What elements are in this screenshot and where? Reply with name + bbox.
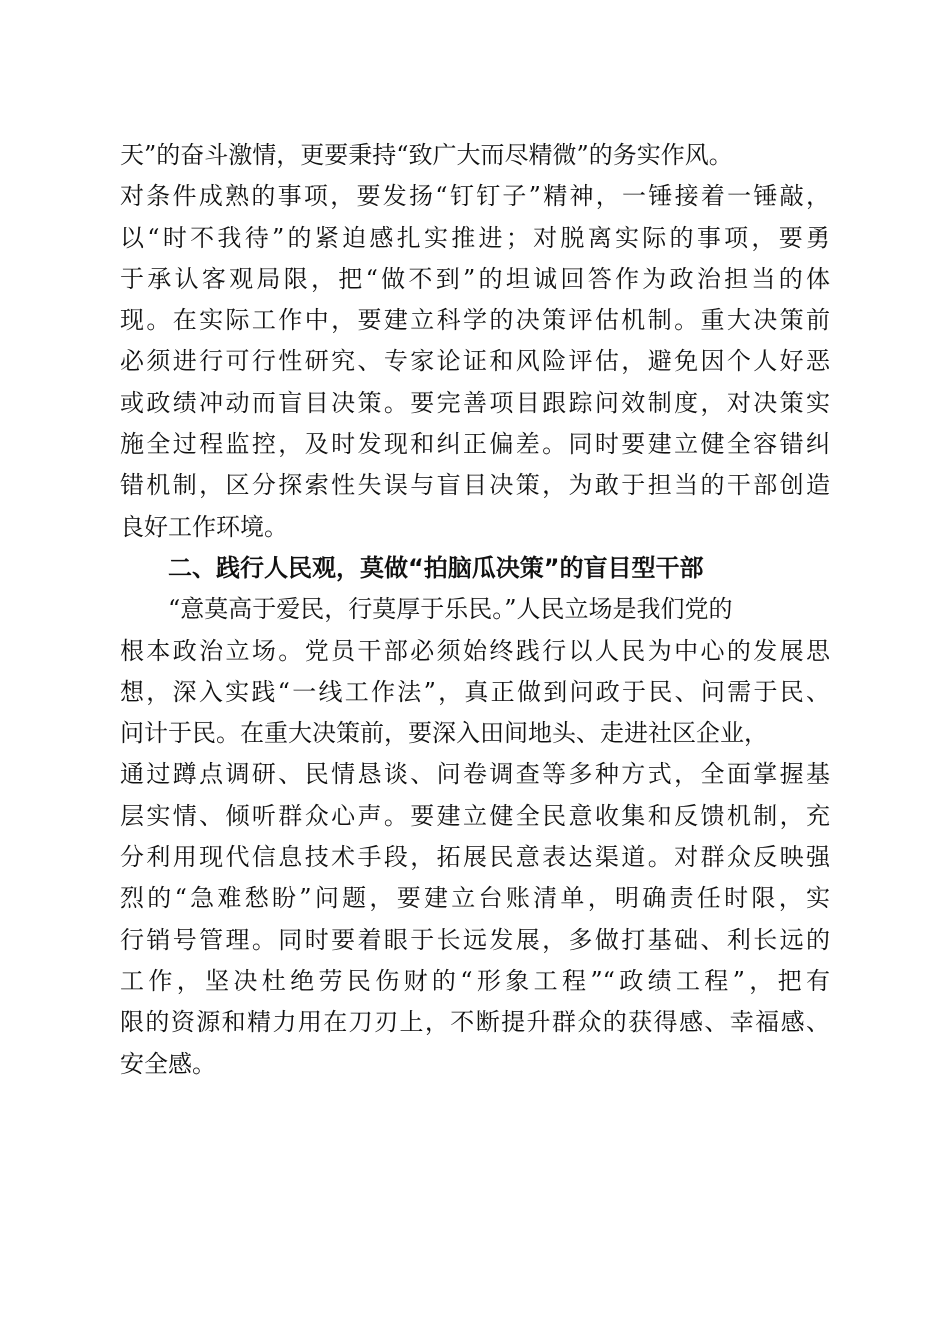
text-line: 必须进行可行性研究、专家论证和风险评估，避免因个人好恶 xyxy=(120,347,830,376)
text-line: 工作，坚决杜绝劳民伤财的“形象工程”“政绩工程”，把有 xyxy=(120,966,830,995)
text-line: 烈的“急难愁盼”问题，要建立台账清单，明确责任时限，实 xyxy=(120,884,830,913)
text-line: 限的资源和精力用在刀刃上，不断提升群众的获得感、幸福感、 xyxy=(120,1008,830,1037)
text-line: 层实情、倾听群众心声。要建立健全民意收集和反馈机制，充 xyxy=(120,801,830,830)
text-line: 对条件成熟的事项，要发扬“钉钉子”精神，一锤接着一锤敲， xyxy=(120,182,830,211)
text-line: “意莫高于爱民，行莫厚于乐民。”人民立场是我们党的 xyxy=(168,595,733,624)
text-line: 根本政治立场。党员干部必须始终践行以人民为中心的发展思 xyxy=(120,636,830,665)
text-line: 分利用现代信息技术手段，拓展民意表达渠道。对群众反映强 xyxy=(120,843,830,872)
text-line: 于承认客观局限，把“做不到”的坦诚回答作为政治担当的体 xyxy=(120,264,830,293)
text-line: 现。在实际工作中，要建立科学的决策评估机制。重大决策前 xyxy=(120,306,830,335)
text-line: 或政绩冲动而盲目决策。要完善项目跟踪问效制度，对决策实 xyxy=(120,388,830,417)
text-line: 行销号管理。同时要着眼于长远发展，多做打基础、利长远的 xyxy=(120,925,830,954)
text-line: 通过蹲点调研、民情恳谈、问卷调查等多种方式，全面掌握基 xyxy=(120,760,830,789)
document-body xyxy=(120,135,830,1085)
section-heading: 二、践行人民观，莫做“拍脑瓜决策”的盲目型干部 xyxy=(168,553,704,582)
text-line: 错机制，区分探索性失误与盲目决策，为敢于担当的干部创造 xyxy=(120,471,830,500)
text-line: 施全过程监控，及时发现和纠正偏差。同时要建立健全容错纠 xyxy=(120,430,830,459)
text-line: 想，深入实践“一线工作法”，真正做到问政于民、问需于民、 xyxy=(120,677,830,706)
paragraph-people-centered xyxy=(120,589,830,1085)
text-line: 天”的奋斗激情，更要秉持“致广大而尽精微”的务实作风。 xyxy=(120,141,733,169)
text-line: 以“时不我待”的紧迫感扎实推进；对脱离实际的事项，要勇 xyxy=(120,223,830,252)
text-line: 安全感。 xyxy=(120,1049,216,1078)
text-line: 问计于民。在重大决策前，要深入田间地头、走进社区企业， xyxy=(120,719,768,748)
paragraph-decision-making xyxy=(120,135,830,548)
text-line: 良好工作环境。 xyxy=(120,512,288,541)
